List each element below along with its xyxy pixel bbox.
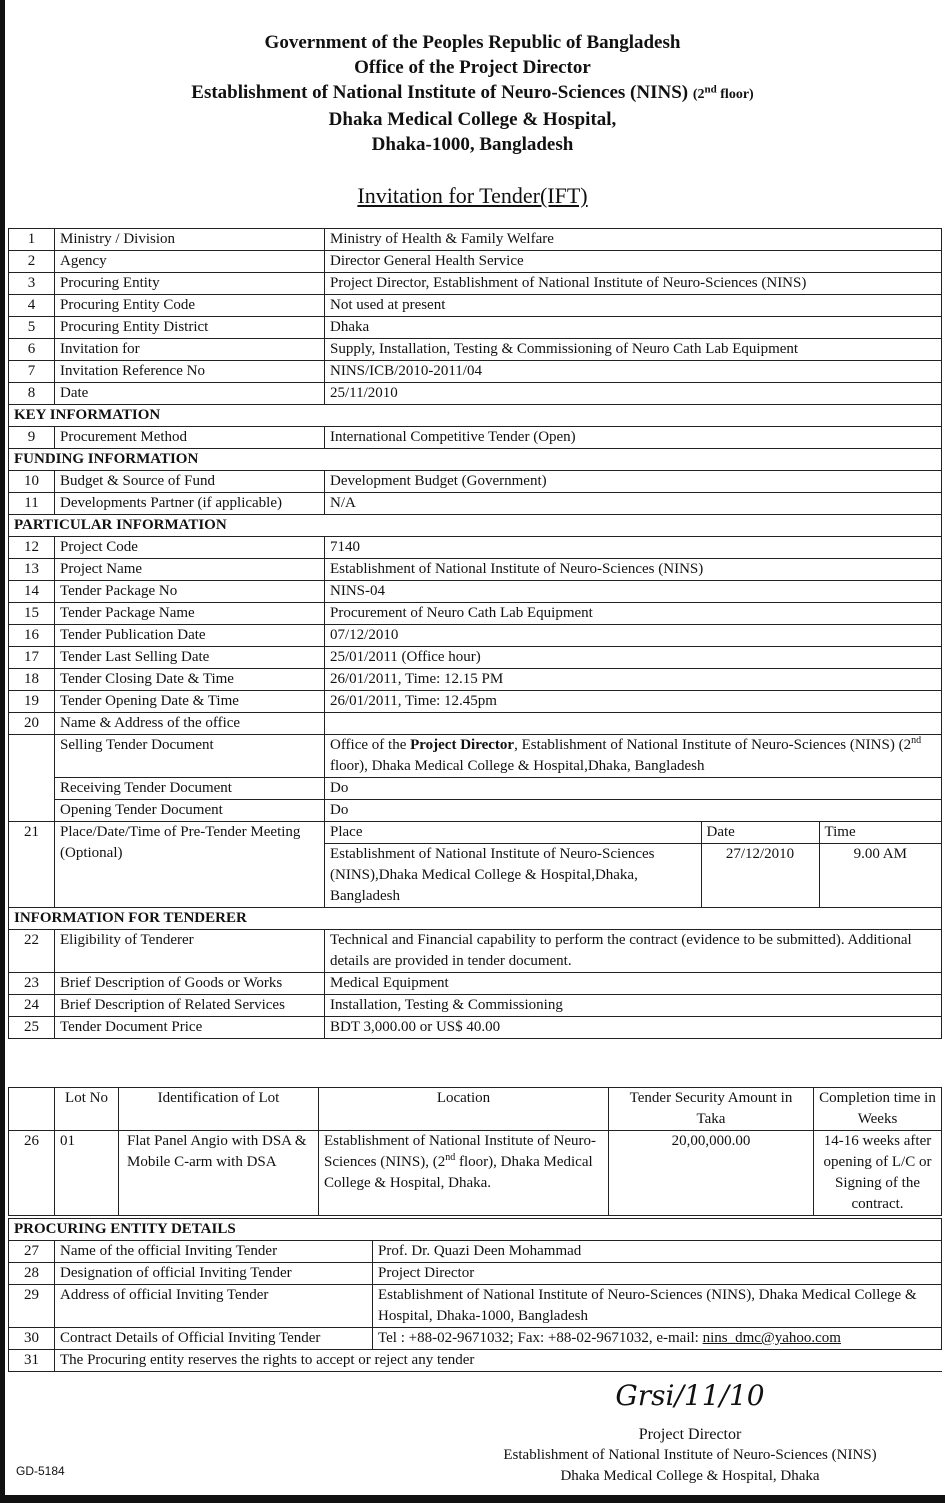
row-number: [9, 735, 55, 822]
section-title: PROCURING ENTITY DETAILS: [9, 1219, 942, 1241]
table-row: [9, 361, 942, 383]
meeting-date: 27/12/2010: [701, 844, 819, 908]
row-value: 26/01/2011, Time: 12.15 PM: [325, 669, 942, 691]
row-label: Name & Address of the office: [55, 713, 325, 735]
lot-no-header: Lot No: [55, 1088, 119, 1131]
row-number: 27: [9, 1241, 55, 1263]
section-title: KEY INFORMATION: [9, 405, 942, 427]
lot-row: [9, 1131, 942, 1216]
row-value: Do: [325, 800, 942, 822]
row-label: Procuring Entity District: [55, 317, 325, 339]
row-label: Invitation Reference No: [55, 361, 325, 383]
tender-table-main: [8, 228, 942, 1039]
table-row: [9, 251, 942, 273]
row-value: Dhaka: [325, 317, 942, 339]
row-number: 17: [9, 647, 55, 669]
row-label: Date: [55, 383, 325, 405]
table-row: [9, 713, 942, 735]
row-number: 28: [9, 1263, 55, 1285]
row-value: Do: [325, 778, 942, 800]
section-title: INFORMATION FOR TENDERER: [9, 908, 942, 930]
table-row: [9, 559, 942, 581]
row-number: 5: [9, 317, 55, 339]
row-number: 20: [9, 713, 55, 735]
row-number: 2: [9, 251, 55, 273]
header-line-4: Dhaka Medical College & Hospital,: [328, 109, 617, 130]
reservation-text: The Procuring entity reserves the rights to accept or reject any tender: [55, 1350, 942, 1372]
row-number: 8: [9, 383, 55, 405]
row-number: 4: [9, 295, 55, 317]
section-heading: [9, 908, 942, 930]
row-number: 7: [9, 361, 55, 383]
table-row: [9, 493, 942, 515]
table-row: [9, 273, 942, 295]
row-value: NINS-04: [325, 581, 942, 603]
section-title: FUNDING INFORMATION: [9, 449, 942, 471]
email-link[interactable]: nins_dmc@yahoo.com: [702, 1330, 841, 1346]
header-line-1: Government of the Peoples Republic of Bangladesh: [264, 32, 681, 53]
table-row: [9, 669, 942, 691]
row-label: Brief Description of Goods or Works: [55, 973, 325, 995]
row-value: Ministry of Health & Family Welfare: [325, 229, 942, 251]
row-value: Development Budget (Government): [325, 471, 942, 493]
row-label: Eligibility of Tenderer: [55, 930, 325, 973]
row-number: 6: [9, 339, 55, 361]
row-label: Invitation for: [55, 339, 325, 361]
table-row: [9, 691, 942, 713]
document-code: GD-5184: [16, 1464, 65, 1478]
row-label: Tender Publication Date: [55, 625, 325, 647]
row-number: 29: [9, 1285, 55, 1328]
row-number: 15: [9, 603, 55, 625]
table-row: [9, 995, 942, 1017]
row-label: Tender Opening Date & Time: [55, 691, 325, 713]
row-value: 07/12/2010: [325, 625, 942, 647]
security-amount: 20,00,000.00: [609, 1131, 814, 1216]
row-value: [325, 713, 942, 735]
table-row: [9, 427, 942, 449]
row-number: 10: [9, 471, 55, 493]
row-label: Project Name: [55, 559, 325, 581]
section-heading: [9, 515, 942, 537]
row-label: Address of official Inviting Tender: [55, 1285, 373, 1328]
row-number: 19: [9, 691, 55, 713]
location-header: Location: [319, 1088, 609, 1131]
identification-header: Identification of Lot: [119, 1088, 319, 1131]
table-row: [9, 537, 942, 559]
row-value: Director General Health Service: [325, 251, 942, 273]
table-row: [9, 647, 942, 669]
row-label: Budget & Source of Fund: [55, 471, 325, 493]
row-value: Installation, Testing & Commissioning: [325, 995, 942, 1017]
row-number: 21: [9, 822, 55, 908]
table-row: [9, 339, 942, 361]
lot-location: Establishment of National Institute of Neuro-Sciences (NINS), (2nd floor), Dhaka Medical College & Hospital, Dhaka.: [319, 1131, 609, 1216]
row-number: 23: [9, 973, 55, 995]
pretender-row: [9, 822, 942, 908]
date-header: Date: [701, 822, 819, 844]
row-number: 9: [9, 427, 55, 449]
lot-header-row: [9, 1088, 942, 1131]
row-label: Tender Closing Date & Time: [55, 669, 325, 691]
table-row: [9, 603, 942, 625]
row-value: Supply, Installation, Testing & Commissioning of Neuro Cath Lab Equipment: [325, 339, 942, 361]
row-value: Medical Equipment: [325, 973, 942, 995]
row-number: 3: [9, 273, 55, 295]
table-row: [9, 471, 942, 493]
row-number: 22: [9, 930, 55, 973]
contact-details: Tel : +88-02-9671032; Fax: +88-02-9671032, e-mail: nins_dmc@yahoo.com: [373, 1328, 942, 1350]
row-label: Place/Date/Time of Pre-Tender Meeting (Optional): [55, 822, 325, 908]
section-heading: [9, 449, 942, 471]
row-value: BDT 3,000.00 or US$ 40.00: [325, 1017, 942, 1039]
meeting-place: Establishment of National Institute of Neuro-Sciences (NINS),Dhaka Medical College & Hospital,Dhaka, Bangladesh: [325, 844, 701, 908]
row-number: 16: [9, 625, 55, 647]
row-value: Project Director: [373, 1263, 942, 1285]
row-label: Procuring Entity: [55, 273, 325, 295]
row-label: Agency: [55, 251, 325, 273]
table-row: [9, 930, 942, 973]
procuring-entity-table: [8, 1218, 942, 1372]
table-row: [9, 581, 942, 603]
signatory-title: Project Director: [638, 1426, 742, 1443]
row-number: 1: [9, 229, 55, 251]
row-label: Opening Tender Document: [55, 800, 325, 822]
row-value: Establishment of National Institute of Neuro-Sciences (NINS): [325, 559, 942, 581]
row-value: 26/01/2011, Time: 12.45pm: [325, 691, 942, 713]
signatory-line-1: Establishment of National Institute of Neuro-Sciences (NINS): [503, 1447, 877, 1463]
document-title: Invitation for Tender(IFT): [357, 183, 588, 208]
row-value: 25/01/2011 (Office hour): [325, 647, 942, 669]
row-label: Tender Package Name: [55, 603, 325, 625]
row-value: N/A: [325, 493, 942, 515]
signature: Grsi/11/10: [615, 1379, 765, 1412]
lot-number: 01: [55, 1131, 119, 1216]
row-value: Office of the Project Director, Establishment of National Institute of Neuro-Sciences (NINS) (2nd floor), Dhaka Medical College & Hospital,Dhaka, Bangladesh: [325, 735, 942, 778]
row-number: 18: [9, 669, 55, 691]
row-number: 31: [9, 1350, 55, 1372]
row-label: Tender Document Price: [55, 1017, 325, 1039]
table-row: [9, 973, 942, 995]
row-label: Procuring Entity Code: [55, 295, 325, 317]
row-value: Prof. Dr. Quazi Deen Mohammad: [373, 1241, 942, 1263]
lot-table: [8, 1087, 942, 1216]
row-value: 25/11/2010: [325, 383, 942, 405]
section-heading: [9, 405, 942, 427]
pretender-table: [325, 822, 941, 907]
row-number: 26: [9, 1131, 55, 1216]
row-value: 7140: [325, 537, 942, 559]
selling-row: [9, 735, 942, 778]
signatory-line-2: Dhaka Medical College & Hospital, Dhaka: [560, 1468, 820, 1484]
table-row: [9, 1017, 942, 1039]
row-value: Technical and Financial capability to perform the contract (evidence to be submitted). Additional details are provided in tender document.: [325, 930, 942, 973]
row-label: Ministry / Division: [55, 229, 325, 251]
section-heading: [9, 1219, 942, 1241]
completion-time: 14-16 weeks after opening of L/C or Signing of the contract.: [814, 1131, 942, 1216]
table-row: [9, 229, 942, 251]
row-label: Tender Last Selling Date: [55, 647, 325, 669]
table-row: [9, 1263, 942, 1285]
security-header: Tender Security Amount in Taka: [609, 1088, 814, 1131]
table-row: [9, 625, 942, 647]
scan-edge-left: [0, 0, 5, 1503]
row-label: Procurement Method: [55, 427, 325, 449]
table-row: [9, 1285, 942, 1328]
row-label: Tender Package No: [55, 581, 325, 603]
signature-block: [470, 1368, 910, 1487]
meeting-time: 9.00 AM: [853, 846, 907, 862]
row-number: 24: [9, 995, 55, 1017]
row-value: Procurement of Neuro Cath Lab Equipment: [325, 603, 942, 625]
table-row: [9, 1241, 942, 1263]
receiving-row: [9, 778, 942, 800]
row-label: Brief Description of Related Services: [55, 995, 325, 1017]
row-number: 25: [9, 1017, 55, 1039]
row-value: Not used at present: [325, 295, 942, 317]
header-line-5: Dhaka-1000, Bangladesh: [371, 134, 574, 155]
section-title: PARTICULAR INFORMATION: [9, 515, 942, 537]
row-label: Designation of official Inviting Tender: [55, 1263, 373, 1285]
place-header: Place: [325, 822, 701, 844]
row-value: Establishment of National Institute of Neuro-Sciences (NINS), Dhaka Medical College & Hospital, Dhaka-1000, Bangladesh: [373, 1285, 942, 1328]
row-label: Developments Partner (if applicable): [55, 493, 325, 515]
row-label: Receiving Tender Document: [55, 778, 325, 800]
lot-identification: Flat Panel Angio with DSA & Mobile C-arm with DSA: [119, 1131, 319, 1216]
row-value: International Competitive Tender (Open): [325, 427, 942, 449]
contact-row: [9, 1328, 942, 1350]
header-line-3: Establishment of National Institute of Neuro-Sciences (NINS) (2nd floor): [191, 82, 754, 103]
row-value: NINS/ICB/2010-2011/04: [325, 361, 942, 383]
row-number: 13: [9, 559, 55, 581]
table-row: [9, 295, 942, 317]
letterhead: [0, 30, 945, 157]
row-number: 12: [9, 537, 55, 559]
pretender-detail: [325, 822, 942, 908]
row-value: Project Director, Establishment of National Institute of Neuro-Sciences (NINS): [325, 273, 942, 295]
table-row: [9, 317, 942, 339]
scan-edge-bottom: [0, 1495, 945, 1503]
table-row: [9, 383, 942, 405]
header-line-2: Office of the Project Director: [354, 57, 591, 78]
row-label: Project Code: [55, 537, 325, 559]
row-number: 11: [9, 493, 55, 515]
row-number: 30: [9, 1328, 55, 1350]
completion-header: Completion time in Weeks: [814, 1088, 942, 1131]
row-label: Selling Tender Document: [55, 735, 325, 778]
time-header: Time: [819, 822, 941, 844]
opening-row: [9, 800, 942, 822]
row-label: Contract Details of Official Inviting Tender: [55, 1328, 373, 1350]
row-number: 14: [9, 581, 55, 603]
row-label: Name of the official Inviting Tender: [55, 1241, 373, 1263]
